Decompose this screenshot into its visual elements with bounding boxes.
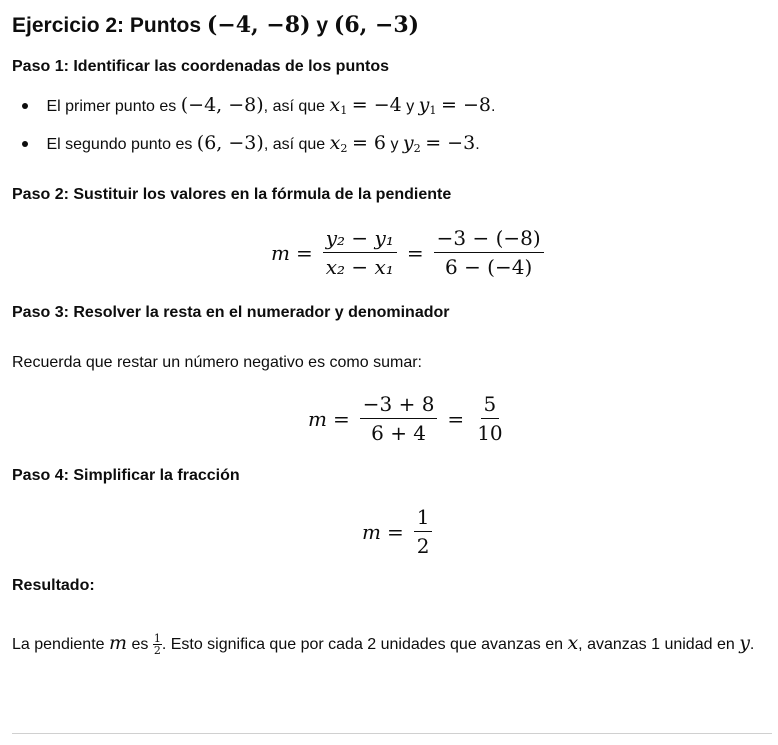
eq3-fraction <box>414 505 433 558</box>
resolved-equation <box>308 392 510 445</box>
result-m: m <box>108 632 128 654</box>
step1-bullet-2 <box>22 132 480 155</box>
bullet2-xsub: 2 <box>340 141 348 155</box>
bullet2-and: y <box>390 136 399 153</box>
title-point-2: (6, −3) <box>333 12 420 38</box>
eq1-denominator-1: x₂ − x₁ <box>325 255 394 279</box>
eq2-denominator-2: 10 <box>477 421 503 445</box>
eq2-fraction-2 <box>474 392 505 445</box>
eq1-m: m <box>271 240 290 265</box>
eq1-equals-2: = <box>406 240 424 265</box>
bullet1-xeq: = −4 <box>351 94 402 116</box>
eq2-fraction-1 <box>360 392 438 445</box>
eq3-m: m <box>362 519 381 544</box>
eq2-equals: = <box>332 406 350 431</box>
exercise-title <box>12 12 419 38</box>
eq2-m: m <box>308 406 327 431</box>
result-inline-fraction <box>153 633 162 656</box>
result-t3: . Esto significa que por cada 2 unidades que avanzas en <box>161 636 563 653</box>
bullet2-ysub: 2 <box>413 141 421 155</box>
eq2-numerator-2: 5 <box>481 392 500 419</box>
eq1-numerator-2: −3 − (−8) <box>434 226 544 253</box>
step1-bullet-1 <box>22 94 495 117</box>
step3-text: Recuerda que restar un número negativo es como sumar: <box>12 354 422 371</box>
eq1-equals: = <box>295 240 313 265</box>
eq2-denominator-1: 6 + 4 <box>371 421 427 445</box>
eq1-denominator-2: 6 − (−4) <box>444 255 533 279</box>
slope-formula-equation <box>271 226 548 279</box>
result-t5: . <box>749 636 755 653</box>
result-t4: , avanzas 1 unidad en <box>578 636 735 653</box>
bullet1-mid: , así que <box>263 98 326 115</box>
title-text: Ejercicio 2: Puntos <box>12 14 202 37</box>
bullet2-mid: , así que <box>263 136 326 153</box>
eq1-numerator-1: y₂ − y₁ <box>323 226 397 253</box>
eq2-equals-2: = <box>447 406 465 431</box>
bullet2-x: x <box>329 132 341 154</box>
eq2-numerator-1: −3 + 8 <box>360 392 438 419</box>
eq3-denominator: 2 <box>416 534 430 558</box>
bullet1-end: . <box>490 98 496 115</box>
bullet1-xsub: 1 <box>340 103 348 117</box>
bullet2-point: (6, −3) <box>196 132 264 154</box>
eq1-fraction-2 <box>434 226 544 279</box>
bullet1-yeq: = −8 <box>440 94 491 116</box>
bullet2-y: y <box>402 132 414 154</box>
divider <box>12 733 772 734</box>
bullet1-y: y <box>418 94 430 116</box>
bullet2-xeq: = 6 <box>351 132 386 154</box>
bullet2-text: El segundo punto es <box>46 136 193 153</box>
title-y: y <box>316 14 329 37</box>
step3-heading: Paso 3: Resolver la resta en el numerador y denominador <box>12 304 450 321</box>
result-fraction-den: 2 <box>153 644 161 658</box>
step2-heading: Paso 2: Sustituir los valores en la fórmula de la pendiente <box>12 186 452 203</box>
step1-heading: Paso 1: Identificar las coordenadas de los puntos <box>12 58 389 75</box>
result-t2: es <box>131 636 149 653</box>
result-t1: La pendiente <box>12 636 105 653</box>
bullet1-ysub: 1 <box>429 103 437 117</box>
eq1-fraction-1 <box>323 226 397 279</box>
title-point-1: (−4, −8) <box>206 12 311 38</box>
result-heading: Resultado: <box>12 577 95 594</box>
eq3-numerator: 1 <box>414 505 433 532</box>
eq3-equals: = <box>386 519 404 544</box>
bullet-dot <box>22 141 28 147</box>
result-y: y <box>739 632 750 654</box>
bullet1-and: y <box>406 98 415 115</box>
bullet2-yeq: = −3 <box>425 132 476 154</box>
bullet-dot <box>22 103 28 109</box>
result-text <box>12 627 772 661</box>
simplified-equation <box>362 505 436 558</box>
bullet1-point: (−4, −8) <box>180 94 264 116</box>
result-x: x <box>567 632 579 654</box>
bullet2-end: . <box>475 136 480 153</box>
result-fraction-num: 1 <box>153 632 161 646</box>
step4-heading: Paso 4: Simplificar la fracción <box>12 467 240 484</box>
bullet1-text: El primer punto es <box>46 98 177 115</box>
bullet1-x: x <box>329 94 341 116</box>
